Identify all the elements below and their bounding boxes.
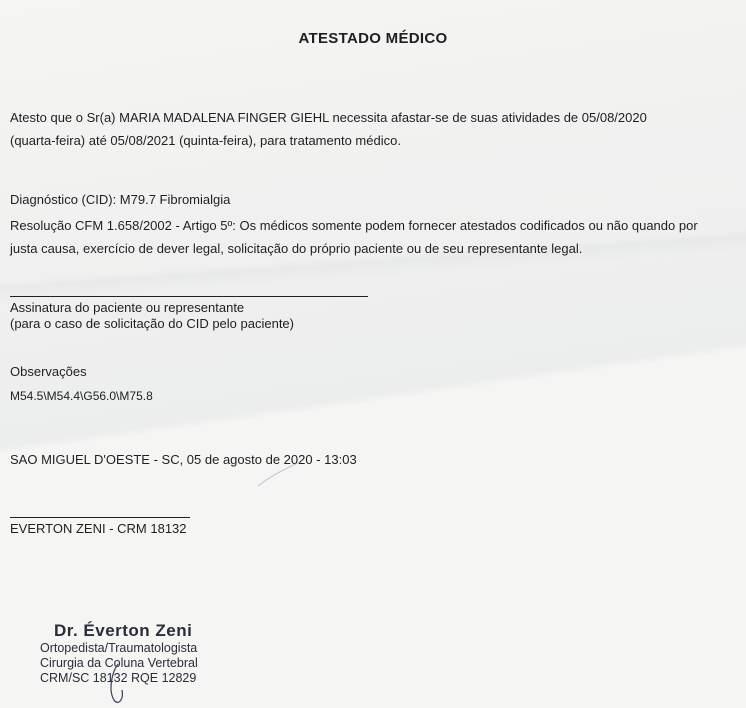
observations-codes: M54.5\M54.4\G56.0\M75.8 [10,389,153,403]
diagnosis-text: Diagnóstico (CID): M79.7 Fibromialgia [10,192,231,207]
certificate-statement [10,106,738,152]
resolution-text [10,214,738,260]
stamp-specialty-2: Cirurgia da Coluna Vertebral [40,656,198,670]
resolution-line-1: Resolução CFM 1.658/2002 - Artigo 5º: Os médicos somente podem fornecer atestados codificados ou não quando por [10,218,698,233]
statement-line-2: (quarta-feira) até 05/08/2021 (quinta-feira), para tratamento médico. [10,133,401,148]
doctor-signature-line [10,517,190,518]
doctor-name-crm: EVERTON ZENI - CRM 18132 [10,521,187,536]
patient-signature-line [10,296,368,297]
patient-signature-label: Assinatura do paciente ou representante [10,300,245,315]
stamp-specialty-1: Ortopedista/Traumatologista [40,641,198,655]
patient-signature-note: (para o caso de solicitação do CID pelo paciente) [10,316,294,331]
resolution-line-2: justa causa, exercício de dever legal, solicitação do próprio paciente ou de seu representante legal. [10,241,583,256]
stamp-name: Dr. Éverton Zeni [54,621,193,640]
statement-line-1: Atesto que o Sr(a) MARIA MADALENA FINGER GIEHL necessita afastar-se de suas atividades de 05/08/2020 [10,110,647,125]
document-title: ATESTADO MÉDICO [298,30,448,47]
doctor-stamp [40,621,198,686]
place-date: SAO MIGUEL D'OESTE - SC, 05 de agosto de 2020 - 13:03 [10,452,357,467]
observations-label: Observações [10,364,87,379]
stamp-registration: CRM/SC 18132 RQE 12829 [40,671,197,685]
